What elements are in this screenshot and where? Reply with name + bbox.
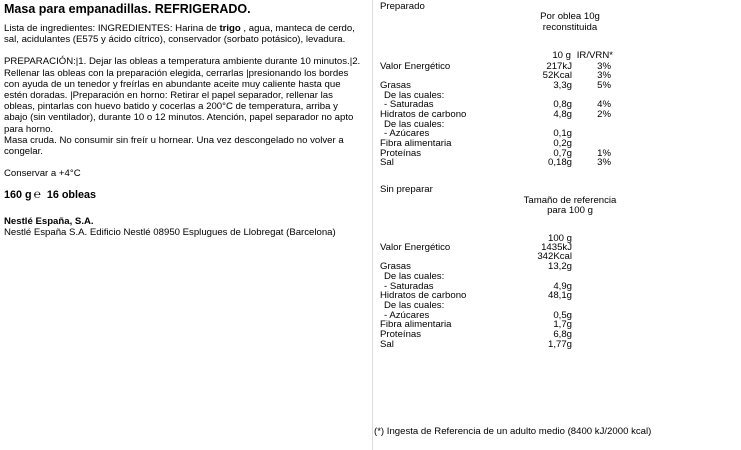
nutrient-label: Fibra alimentaria — [380, 138, 452, 149]
reference-size-line2: para 100 g — [547, 205, 593, 216]
nutrient-value: 1,77g — [547, 339, 572, 350]
nutrient-value: 4,9g — [553, 281, 572, 292]
nutrient-label: Hidratos de carbono — [380, 109, 467, 120]
nutrient-label: Grasas — [380, 80, 411, 91]
nutrient-label: De las cuales: — [384, 90, 445, 101]
company-address: Nestlé España S.A. Edificio Nestlé 08950 Esplugues de Llobregat (Barcelona) — [4, 226, 336, 238]
reference-size-line1: Tamaño de referencia — [523, 195, 617, 206]
nutrient-label: Proteínas — [380, 329, 422, 340]
nutrient-label: Valor Energético — [380, 242, 451, 253]
prepared-serving-line2: reconstituida — [542, 22, 598, 33]
nutrient-value: 0,5g — [553, 310, 572, 321]
column-divider — [372, 0, 373, 450]
nutrient-value: 217kJ — [546, 61, 572, 72]
nutrient-value: 0,8g — [553, 99, 572, 110]
nutrient-value: 0,2g — [553, 138, 572, 149]
product-title: Masa para empanadillas. REFRIGERADO. — [4, 2, 251, 16]
ingredients-suffix: , agua, manteca de cerdo, sal, acidulantes (E575 y ácido cítrico), conservador (sorbato potásico), levadura. — [4, 23, 355, 46]
unit-count: 16 obleas — [46, 189, 97, 202]
nutrient-label: Hidratos de carbono — [380, 290, 467, 301]
nutrient-label: - Saturadas — [384, 99, 434, 110]
nutrient-label: De las cuales: — [384, 119, 445, 130]
raw-dough-warning: Masa cruda. No consumir sin freír u hornear. Una vez descongelado no volver a congelar. — [4, 134, 344, 158]
nutrient-ri: 3% — [597, 61, 611, 72]
nutrient-label: - Azúcares — [384, 128, 430, 139]
nutrient-value: 4,8g — [553, 109, 572, 120]
nutrient-label: - Azúcares — [384, 310, 430, 321]
nutrient-ri: 3% — [597, 70, 611, 81]
nutrient-value: 1435kJ — [541, 242, 572, 253]
nutrient-value: 1,7g — [553, 319, 572, 330]
nutrient-value: 0,1g — [553, 128, 572, 139]
nutrient-label: Proteínas — [380, 148, 422, 159]
prepared-ri-header: IR/VRN* — [576, 50, 613, 61]
unprepared-heading: Sin preparar — [380, 184, 433, 195]
preparation-instructions: PREPARACIÓN:|1. Dejar las obleas a temperatura ambiente durante 10 minutos.|2. Rellenar las obleas con la preparación elegida, cerrarlas |presionando los bordes con ayuda de un tenedor y freírlas en abundante aceite muy caliente hasta que estén doradas. |Preparación en horno: Retirar el papel separador, rellenar las obleas, pintarlas con huevo batido y cocerlas a 200°C de temperatura, arriba y abajo (sin ventilador), durante 10 o 12 minutos. Atención, papel separador no apto para horno. — [4, 56, 361, 135]
nutrient-value: 3,3g — [553, 80, 572, 91]
ingredients-prefix: Lista de ingredientes: INGREDIENTES: Harina de — [4, 23, 220, 34]
prepared-serving-line1: Por oblea 10g — [540, 11, 600, 22]
allergen-wheat: trigo — [219, 23, 241, 34]
nutrient-value: 13,2g — [547, 261, 572, 272]
net-weight: 160 g — [4, 189, 32, 202]
reference-intake-footnote: (*) Ingesta de Referencia de un adulto medio (8400 kJ/2000 kcal) — [374, 426, 652, 437]
ingredients-list — [4, 23, 364, 45]
nutrient-label: Sal — [380, 339, 394, 350]
net-weight-line — [4, 189, 364, 201]
estimated-sign-icon: ℮ — [33, 187, 41, 202]
unprepared-portion-header: 100 g — [547, 233, 572, 244]
nutrient-ri: 3% — [597, 157, 611, 168]
nutrient-label: Sal — [380, 157, 394, 168]
nutrient-label: De las cuales: — [384, 271, 445, 282]
nutrient-value: 6,8g — [553, 329, 572, 340]
prepared-heading: Preparado — [380, 1, 425, 12]
product-description — [4, 0, 364, 238]
storage-instructions: Conservar a +4°C — [4, 168, 81, 180]
nutrient-ri: 5% — [597, 80, 611, 91]
nutrient-ri: 2% — [597, 109, 611, 120]
nutrient-value: 0,7g — [553, 148, 572, 159]
nutrient-value: 342Kcal — [537, 251, 572, 262]
nutrient-label: De las cuales: — [384, 300, 445, 311]
nutrient-label: Grasas — [380, 261, 411, 272]
nutrient-label: Fibra alimentaria — [380, 319, 452, 330]
nutrient-value: 52Kcal — [542, 70, 572, 81]
nutrient-value: 0,18g — [547, 157, 572, 168]
nutrient-ri: 4% — [597, 99, 611, 110]
company-name: Nestlé España, S.A. — [4, 215, 94, 227]
prepared-portion-header: 10 g — [552, 50, 571, 61]
nutrient-value: 48,1g — [547, 290, 572, 301]
nutrient-label: - Saturadas — [384, 281, 434, 292]
nutrient-ri: 1% — [597, 148, 611, 159]
nutrient-label: Valor Energético — [380, 61, 451, 72]
